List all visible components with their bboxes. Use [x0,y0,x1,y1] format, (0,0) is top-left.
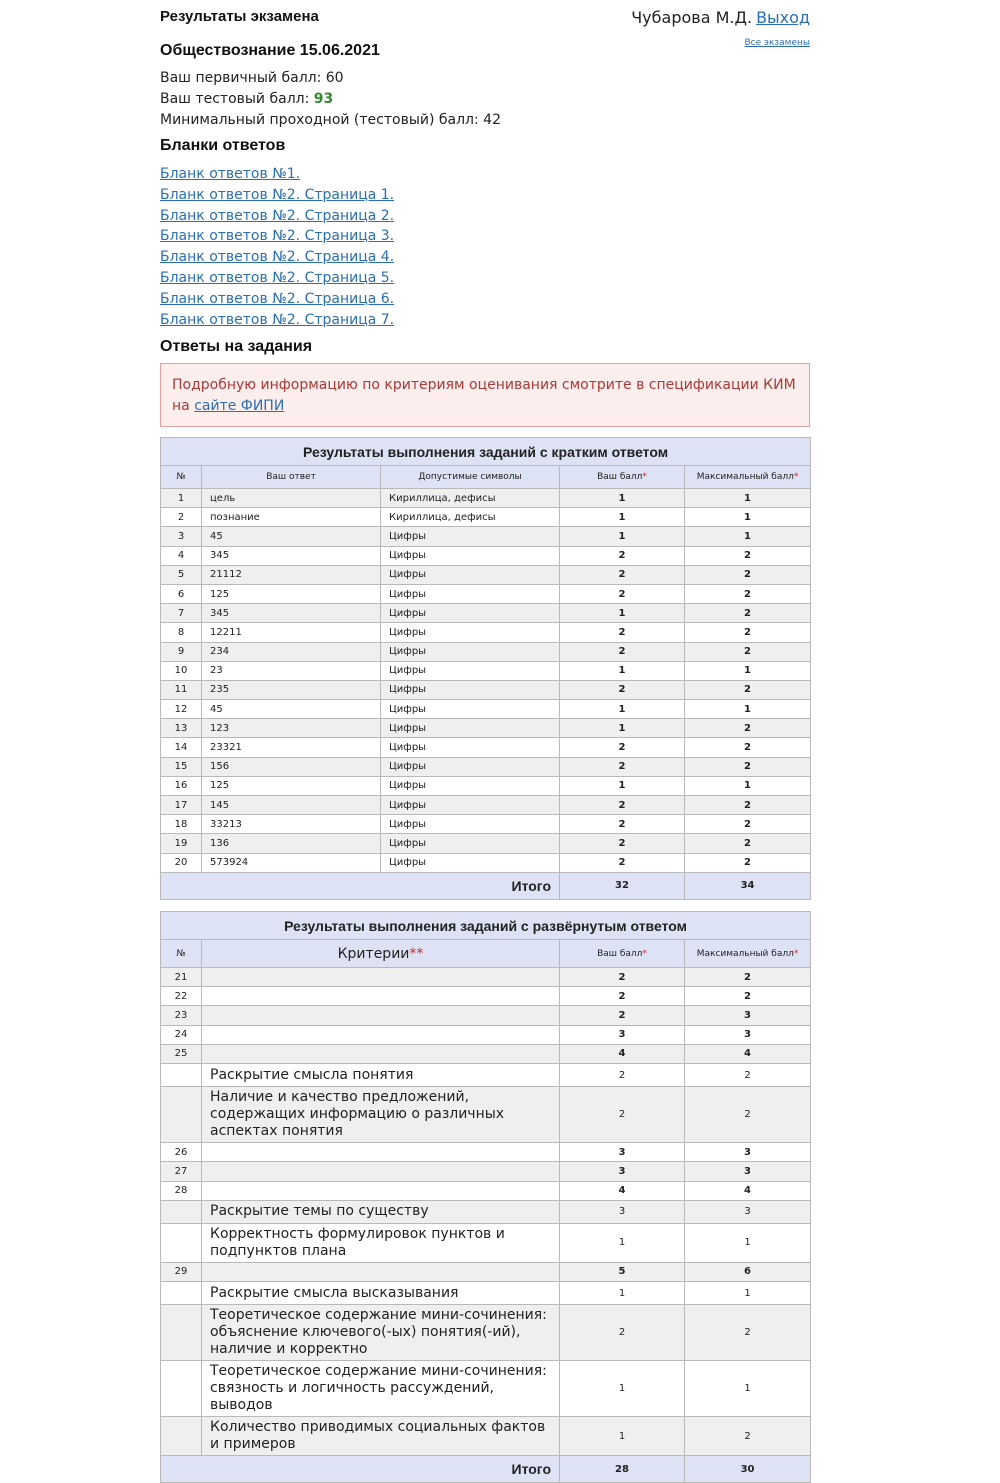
row-max: 2 [685,604,811,623]
row-num: 11 [161,680,202,699]
col-symbols: Допустимые символы [381,466,560,489]
col-num: № [161,940,202,968]
row-score: 1 [560,489,685,508]
row-score: 1 [560,1361,685,1417]
row-score: 2 [560,796,685,815]
row-criterion [202,1006,560,1025]
long-total-max: 30 [685,1456,811,1483]
user-name: Чубарова М.Д. [631,8,753,27]
table-row [161,834,811,853]
row-score: 2 [560,1305,685,1361]
row-num [161,1417,202,1456]
col-num: № [161,466,202,489]
row-max: 2 [685,815,811,834]
row-num [161,1361,202,1417]
table-row [161,738,811,757]
criterion-row [161,1200,811,1223]
row-answer: 123 [202,719,381,738]
row-criterion: Раскрытие смысла понятия [202,1063,560,1086]
all-exams-link[interactable]: Все экзамены [744,38,810,48]
task-row [161,1162,811,1181]
row-score: 1 [560,1282,685,1305]
row-answer: 125 [202,584,381,603]
row-max: 2 [685,853,811,872]
row-max: 6 [685,1262,811,1281]
short-total-row [161,872,811,899]
table-row [161,776,811,795]
row-score: 2 [560,546,685,565]
row-symbols: Цифры [381,700,560,719]
row-score: 2 [560,623,685,642]
row-num: 13 [161,719,202,738]
criterion-row [161,1417,811,1456]
row-num: 18 [161,815,202,834]
row-max: 2 [685,834,811,853]
row-max: 2 [685,565,811,584]
row-symbols: Цифры [381,642,560,661]
row-max: 2 [685,1087,811,1143]
blank-link[interactable]: Бланк ответов №2. Страница 2. [160,207,395,224]
row-num: 7 [161,604,202,623]
row-answer: познание [202,508,381,527]
row-criterion: Наличие и качество предложений, содержащих информацию о различных аспектах понятия [202,1087,560,1143]
row-score: 2 [560,853,685,872]
row-num [161,1223,202,1262]
row-num [161,1087,202,1143]
row-symbols: Цифры [381,853,560,872]
row-answer: 23321 [202,738,381,757]
row-max: 4 [685,1044,811,1063]
exam-heading: Обществознание 15.06.2021 [160,42,380,59]
row-score: 2 [560,968,685,987]
task-row [161,968,811,987]
alert-text: Подробную информацию по критериям оценивания смотрите в спецификации КИМ на [172,377,796,414]
row-max: 2 [685,987,811,1006]
row-criterion [202,987,560,1006]
short-table-caption: Результаты выполнения заданий с кратким ответом [161,438,811,466]
short-total-max: 34 [685,872,811,899]
row-num: 9 [161,642,202,661]
blank-link[interactable]: Бланк ответов №2. Страница 5. [160,269,395,286]
row-score: 2 [560,738,685,757]
row-num: 10 [161,661,202,680]
row-score: 2 [560,584,685,603]
short-answer-table [160,437,811,900]
row-score: 2 [560,1006,685,1025]
row-max: 1 [685,1223,811,1262]
row-max: 1 [685,661,811,680]
row-score: 4 [560,1044,685,1063]
row-max: 3 [685,1200,811,1223]
criteria-alert [160,363,810,427]
table-row [161,508,811,527]
col-max: Максимальный балл* [685,466,811,489]
row-max: 1 [685,508,811,527]
row-score: 1 [560,719,685,738]
row-criterion [202,1025,560,1044]
long-answer-table [160,911,811,1483]
page-title: Результаты экзамена [160,8,319,25]
short-total-label: Итого [161,872,560,899]
row-max: 3 [685,1025,811,1044]
row-criterion [202,1162,560,1181]
row-max: 2 [685,719,811,738]
task-row [161,987,811,1006]
row-score: 1 [560,776,685,795]
row-num: 15 [161,757,202,776]
blank-link[interactable]: Бланк ответов №2. Страница 1. [160,186,395,203]
blanks-heading: Бланки ответов [160,137,286,154]
table-row [161,489,811,508]
row-score: 4 [560,1181,685,1200]
row-score: 3 [560,1162,685,1181]
row-num: 16 [161,776,202,795]
row-criterion: Теоретическое содержание мини-сочинения: объяснение ключевого(-ых) понятия(-ий), наличие и корректно [202,1305,560,1361]
row-num: 22 [161,987,202,1006]
row-answer: 156 [202,757,381,776]
row-score: 1 [560,1223,685,1262]
row-score: 5 [560,1262,685,1281]
row-symbols: Кириллица, дефисы [381,489,560,508]
row-answer: 145 [202,796,381,815]
col-score: Ваш балл* [560,940,685,968]
table-row [161,700,811,719]
col-max: Максимальный балл* [685,940,811,968]
row-symbols: Цифры [381,815,560,834]
logout-link[interactable]: Выход [756,8,810,27]
criterion-row [161,1223,811,1262]
blank-link[interactable]: Бланк ответов №2. Страница 6. [160,290,395,307]
row-max: 2 [685,968,811,987]
row-score: 1 [560,604,685,623]
fipi-link[interactable]: сайте ФИПИ [194,398,285,414]
short-total-score: 32 [560,872,685,899]
row-criterion [202,1044,560,1063]
row-num: 21 [161,968,202,987]
user-info [631,8,810,27]
row-answer: 234 [202,642,381,661]
row-num: 23 [161,1006,202,1025]
row-max: 1 [685,1361,811,1417]
blank-link[interactable]: Бланк ответов №2. Страница 3. [160,228,395,245]
row-max: 1 [685,489,811,508]
table-row [161,546,811,565]
row-max: 2 [685,546,811,565]
row-symbols: Цифры [381,527,560,546]
row-score: 2 [560,815,685,834]
row-num: 19 [161,834,202,853]
row-answer: 21112 [202,565,381,584]
row-num: 25 [161,1044,202,1063]
row-symbols: Цифры [381,546,560,565]
task-row [161,1262,811,1281]
row-answer: 235 [202,680,381,699]
row-score: 2 [560,1087,685,1143]
row-score: 2 [560,642,685,661]
table-row [161,853,811,872]
row-num [161,1063,202,1086]
row-num: 24 [161,1025,202,1044]
row-criterion: Раскрытие смысла высказывания [202,1282,560,1305]
test-score-value: 93 [313,91,334,107]
row-max: 4 [685,1181,811,1200]
row-answer: 23 [202,661,381,680]
long-total-score: 28 [560,1456,685,1483]
row-score: 3 [560,1025,685,1044]
test-score [160,89,501,110]
row-max: 2 [685,642,811,661]
table-row [161,527,811,546]
row-max: 2 [685,738,811,757]
row-score: 2 [560,565,685,584]
row-criterion [202,968,560,987]
table-row [161,604,811,623]
row-max: 2 [685,584,811,603]
row-answer: 45 [202,700,381,719]
row-score: 3 [560,1143,685,1162]
row-answer: цель [202,489,381,508]
row-max: 1 [685,527,811,546]
table-row [161,796,811,815]
row-max: 3 [685,1143,811,1162]
row-symbols: Цифры [381,796,560,815]
table-row [161,661,811,680]
row-max: 2 [685,1063,811,1086]
row-answer: 45 [202,527,381,546]
criterion-row [161,1282,811,1305]
criterion-row [161,1063,811,1086]
primary-score: Ваш первичный балл: 60 [160,70,344,86]
row-answer: 573924 [202,853,381,872]
criterion-row [161,1087,811,1143]
table-row [161,680,811,699]
table-row [161,815,811,834]
row-num: 28 [161,1181,202,1200]
answers-heading: Ответы на задания [160,338,313,355]
blank-link[interactable]: Бланк ответов №1. [160,166,301,182]
row-max: 3 [685,1006,811,1025]
row-criterion: Корректность формулировок пунктов и подпунктов плана [202,1223,560,1262]
col-answer: Ваш ответ [202,466,381,489]
task-row [161,1006,811,1025]
row-symbols: Цифры [381,661,560,680]
row-num: 4 [161,546,202,565]
long-total-row [161,1456,811,1483]
row-num: 17 [161,796,202,815]
table-row [161,565,811,584]
row-num: 8 [161,623,202,642]
criterion-row [161,1361,811,1417]
row-symbols: Цифры [381,584,560,603]
table-row [161,623,811,642]
row-answer: 345 [202,604,381,623]
criterion-row [161,1305,811,1361]
row-criterion [202,1262,560,1281]
row-num: 1 [161,489,202,508]
row-score: 1 [560,661,685,680]
long-table-caption: Результаты выполнения заданий с развёрнутым ответом [161,912,811,940]
row-symbols: Цифры [381,604,560,623]
row-symbols: Цифры [381,719,560,738]
row-num: 14 [161,738,202,757]
row-num: 27 [161,1162,202,1181]
test-score-label: Ваш тестовый балл: [160,91,310,107]
table-row [161,757,811,776]
row-score: 3 [560,1200,685,1223]
row-answer: 12211 [202,623,381,642]
row-num [161,1282,202,1305]
table-row [161,719,811,738]
row-answer: 33213 [202,815,381,834]
task-row [161,1044,811,1063]
task-row [161,1143,811,1162]
row-criterion: Теоретическое содержание мини-сочинения: связность и логичность рассуждений, выводов [202,1361,560,1417]
row-num: 29 [161,1262,202,1281]
page [160,0,810,1478]
col-criteria: Критерии** [202,940,560,968]
min-score: Минимальный проходной (тестовый) балл: 42 [160,112,501,128]
row-max: 2 [685,680,811,699]
row-answer: 136 [202,834,381,853]
row-score: 1 [560,508,685,527]
row-max: 2 [685,757,811,776]
row-num [161,1200,202,1223]
row-num: 3 [161,527,202,546]
row-score: 1 [560,527,685,546]
task-row [161,1181,811,1200]
row-symbols: Цифры [381,757,560,776]
row-max: 1 [685,776,811,795]
row-criterion: Раскрытие темы по существу [202,1200,560,1223]
row-symbols: Цифры [381,834,560,853]
row-answer: 345 [202,546,381,565]
row-criterion [202,1181,560,1200]
row-symbols: Цифры [381,623,560,642]
row-num: 12 [161,700,202,719]
row-score: 2 [560,987,685,1006]
row-num: 5 [161,565,202,584]
blank-link[interactable]: Бланк ответов №2. Страница 4. [160,249,395,266]
table-row [161,642,811,661]
row-symbols: Цифры [381,776,560,795]
row-num: 2 [161,508,202,527]
row-symbols: Кириллица, дефисы [381,508,560,527]
row-max: 3 [685,1162,811,1181]
row-max: 1 [685,700,811,719]
blank-link[interactable]: Бланк ответов №2. Страница 7. [160,311,395,328]
exam-scores [160,68,501,131]
row-max: 2 [685,623,811,642]
long-total-label: Итого [161,1456,560,1483]
row-max: 2 [685,1417,811,1456]
row-criterion [202,1143,560,1162]
row-score: 2 [560,757,685,776]
row-symbols: Цифры [381,738,560,757]
row-answer: 125 [202,776,381,795]
col-score: Ваш балл* [560,466,685,489]
row-num [161,1305,202,1361]
row-symbols: Цифры [381,565,560,584]
row-score: 2 [560,1063,685,1086]
row-score: 1 [560,700,685,719]
row-num: 6 [161,584,202,603]
row-symbols: Цифры [381,680,560,699]
row-max: 2 [685,796,811,815]
row-score: 1 [560,1417,685,1456]
blanks-list [160,164,394,330]
task-row [161,1025,811,1044]
table-row [161,584,811,603]
row-max: 1 [685,1282,811,1305]
row-num: 26 [161,1143,202,1162]
row-score: 2 [560,680,685,699]
row-criterion: Количество приводимых социальных фактов и примеров [202,1417,560,1456]
row-score: 2 [560,834,685,853]
row-num: 20 [161,853,202,872]
row-max: 2 [685,1305,811,1361]
